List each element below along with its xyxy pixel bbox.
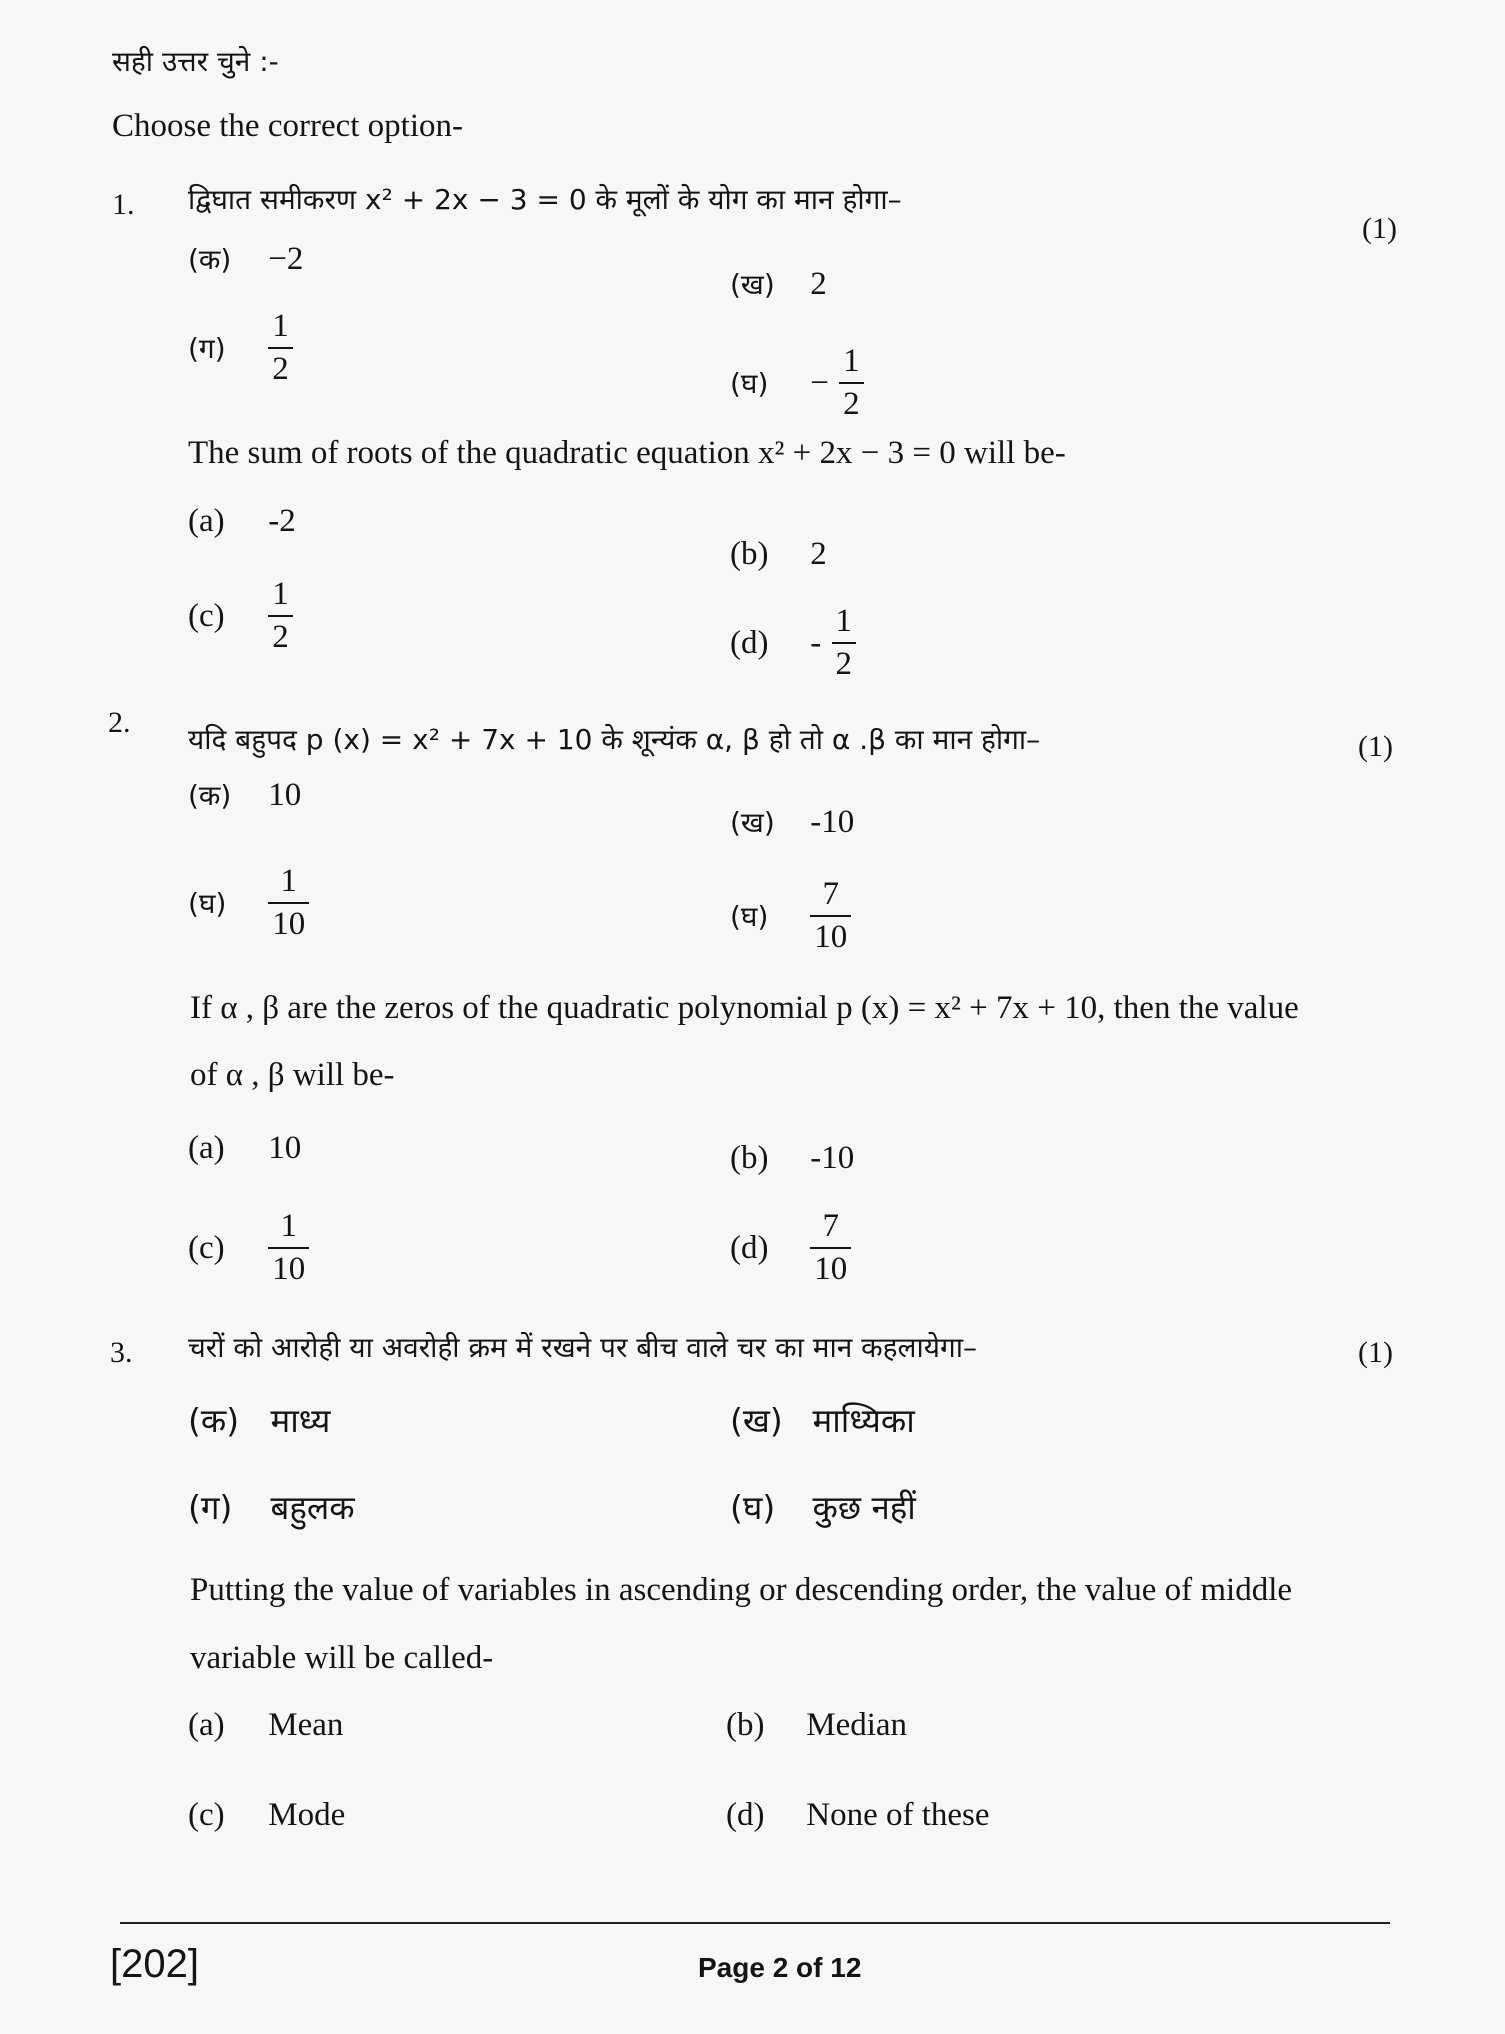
option-label: (c) xyxy=(188,1797,225,1833)
option-label: (b) xyxy=(730,536,769,572)
option-a-english xyxy=(188,1130,301,1167)
option-value: None of these xyxy=(806,1797,990,1833)
option-label: (ख) xyxy=(730,806,775,839)
numerator: 1 xyxy=(280,1208,297,1244)
option-value: 2 xyxy=(810,536,827,572)
option-label: (घ) xyxy=(730,900,769,933)
option-value: −2 xyxy=(268,241,304,277)
numerator: 1 xyxy=(835,603,852,639)
option-d-english xyxy=(730,1210,851,1286)
page-number: Page 2 of 12 xyxy=(698,1952,862,1983)
option-a-hindi xyxy=(188,240,303,278)
hindi-instruction: सही उत्तर चुने :- xyxy=(112,45,279,78)
option-b-english xyxy=(730,1140,854,1177)
option-value: माध्य xyxy=(270,1401,331,1440)
question-text-english: The sum of roots of the quadratic equation x² + 2x − 3 = 0 will be- xyxy=(188,435,1066,471)
fraction xyxy=(810,878,851,954)
option-d-hindi xyxy=(730,1484,916,1529)
option-value: 2 xyxy=(810,266,827,302)
denominator: 10 xyxy=(268,1247,309,1286)
option-value: -10 xyxy=(810,804,855,840)
option-label: (क) xyxy=(188,779,232,812)
question-text-english-line2: variable will be called- xyxy=(190,1640,494,1676)
fraction xyxy=(810,1210,851,1286)
option-b-hindi xyxy=(730,803,854,841)
option-c-english xyxy=(188,1797,345,1834)
option-c-hindi xyxy=(188,1484,355,1529)
option-label: (d) xyxy=(730,1229,769,1266)
fraction xyxy=(832,605,857,681)
question-text-english-line1: Putting the value of variables in ascending or descending order, the value of middle xyxy=(190,1572,1293,1608)
numerator: 1 xyxy=(843,343,860,379)
option-label: (a) xyxy=(188,1707,225,1743)
fraction xyxy=(268,578,293,654)
option-a-hindi xyxy=(188,776,301,814)
option-c-english xyxy=(188,578,293,654)
minus-sign: − xyxy=(810,364,829,401)
option-value: -10 xyxy=(810,1140,855,1176)
option-a-english xyxy=(188,503,296,540)
footer-divider xyxy=(120,1922,1390,1924)
minus-sign: - xyxy=(810,624,822,661)
paper-code: [202] xyxy=(110,1942,199,1986)
fraction xyxy=(839,345,864,421)
question-text-hindi: चरों को आरोही या अवरोही क्रम में रखने पर बीच वाले चर का मान कहलायेगा– xyxy=(188,1331,978,1364)
question-number: 3. xyxy=(110,1336,133,1369)
option-label: (c) xyxy=(188,1229,225,1266)
option-b-hindi xyxy=(730,265,827,303)
option-label: (a) xyxy=(188,1130,225,1166)
option-d-english xyxy=(726,1797,990,1834)
question-text-hindi: यदि बहुपद p (x) = x² + 7x + 10 के शून्यंक α, β हो तो α .β का मान होगा– xyxy=(188,723,1041,756)
numerator: 7 xyxy=(822,876,839,912)
option-value: Mode xyxy=(268,1797,346,1833)
option-c-hindi xyxy=(188,310,293,386)
option-label: (ग) xyxy=(188,332,226,365)
option-a-hindi xyxy=(188,1397,330,1442)
option-value: 10 xyxy=(268,1130,302,1166)
option-b-hindi xyxy=(730,1397,915,1442)
option-value: बहुलक xyxy=(270,1488,355,1527)
option-label: (घ) xyxy=(188,887,227,920)
numerator: 1 xyxy=(272,576,289,612)
denominator: 10 xyxy=(810,1247,851,1286)
question-text-english-line2: of α , β will be- xyxy=(190,1057,395,1093)
english-instruction: Choose the correct option- xyxy=(112,108,463,144)
question-number: 1. xyxy=(112,188,135,221)
option-label: (ख) xyxy=(730,1401,783,1440)
option-label: (d) xyxy=(730,624,769,661)
fraction xyxy=(268,310,293,386)
question-marks: (1) xyxy=(1358,730,1393,763)
denominator: 2 xyxy=(268,615,293,654)
option-label: (a) xyxy=(188,503,225,539)
option-b-english xyxy=(726,1707,907,1744)
option-label: (b) xyxy=(726,1707,765,1743)
denominator: 2 xyxy=(839,382,864,421)
option-c-hindi xyxy=(188,865,309,941)
option-a-english xyxy=(188,1707,343,1744)
option-label: (घ) xyxy=(730,1488,776,1527)
fraction xyxy=(268,1210,309,1286)
option-value: Mean xyxy=(268,1707,344,1743)
option-label: (d) xyxy=(726,1797,765,1833)
option-label: (c) xyxy=(188,597,225,634)
question-text-english-line1: If α , β are the zeros of the quadratic polynomial p (x) = x² + 7x + 10, then the value xyxy=(190,990,1299,1026)
option-b-english xyxy=(730,536,827,573)
question-text-hindi: द्विघात समीकरण x² + 2x − 3 = 0 के मूलों के योग का मान होगा– xyxy=(188,183,902,216)
option-d-english xyxy=(730,605,856,681)
option-c-english xyxy=(188,1210,309,1286)
question-marks: (1) xyxy=(1362,212,1397,245)
option-label: (क) xyxy=(188,243,232,276)
option-label: (ख) xyxy=(730,268,775,301)
option-label: (क) xyxy=(188,1401,240,1440)
denominator: 2 xyxy=(268,347,293,386)
fraction xyxy=(268,865,309,941)
denominator: 2 xyxy=(832,642,857,681)
question-marks: (1) xyxy=(1358,1336,1393,1369)
denominator: 10 xyxy=(810,915,851,954)
option-label: (ग) xyxy=(188,1488,233,1527)
option-value: 10 xyxy=(268,777,302,813)
numerator: 1 xyxy=(272,308,289,344)
option-d-hindi xyxy=(730,878,851,954)
option-value: कुछ नहीं xyxy=(812,1488,916,1527)
option-d-hindi xyxy=(730,345,864,421)
option-label: (घ) xyxy=(730,367,769,400)
numerator: 7 xyxy=(822,1208,839,1244)
option-label: (b) xyxy=(730,1140,769,1176)
question-number: 2. xyxy=(108,706,131,739)
numerator: 1 xyxy=(280,863,297,899)
option-value: -2 xyxy=(268,503,296,539)
option-value: माध्यिका xyxy=(812,1401,915,1440)
denominator: 10 xyxy=(268,902,309,941)
option-value: Median xyxy=(806,1707,908,1743)
